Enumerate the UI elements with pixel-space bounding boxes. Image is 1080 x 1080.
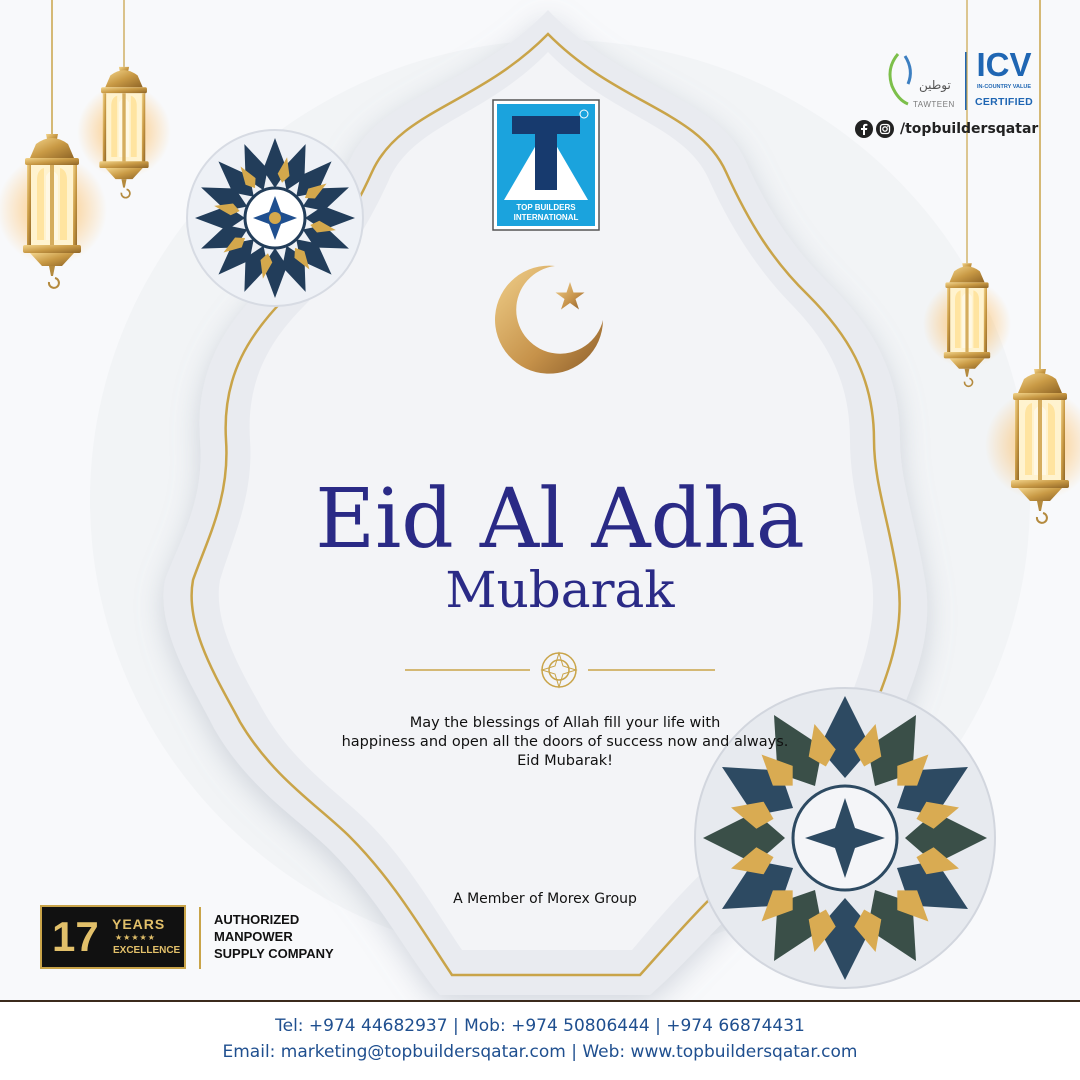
- contact-footer: [0, 1000, 1080, 1080]
- authorized-company-text: [214, 911, 334, 962]
- badge-stars: ★★★★★: [115, 933, 156, 942]
- greeting-title: Eid Al Adha: [315, 472, 805, 567]
- icv-certified: CERTIFIED: [974, 96, 1034, 108]
- contact-email-web-line[interactable]: Email: marketing@topbuildersqatar.com | Web: www.topbuildersqatar.com: [222, 1042, 858, 1062]
- years-excellence-badge: [40, 905, 186, 969]
- authorized-line-3: SUPPLY COMPANY: [214, 946, 334, 961]
- message-line-3: Eid Mubarak!: [517, 753, 613, 769]
- message-line-2: happiness and open all the doors of success now and always.: [341, 734, 789, 750]
- tawteen-latin-text: TAWTEEN: [913, 100, 955, 109]
- instagram-icon[interactable]: [876, 120, 894, 138]
- mandala-top-left: [187, 130, 363, 306]
- company-logo-caption: [493, 100, 599, 230]
- authorized-line-2: MANPOWER: [214, 929, 293, 944]
- contact-phone-line[interactable]: Tel: +974 44682937 | Mob: +974 50806444 | +974 66874431: [275, 1016, 805, 1036]
- tawteen-arabic-text: توطين: [919, 78, 951, 92]
- greeting-message: [300, 714, 830, 771]
- icv-subtitle: IN-COUNTRY VALUE: [977, 84, 1031, 90]
- message-line-1: May the blessings of Allah fill your life with: [409, 715, 721, 731]
- member-of-group: A Member of Morex Group: [453, 891, 637, 907]
- badge-excellence: EXCELLENCE: [113, 945, 181, 956]
- logo-line-1: TOP BUILDERS: [516, 203, 576, 212]
- social-handle[interactable]: /topbuildersqatar: [900, 121, 1039, 137]
- icv-divider: [965, 52, 967, 110]
- social-handle-row[interactable]: [855, 118, 1038, 140]
- facebook-icon[interactable]: [855, 120, 873, 138]
- badge-years-label: YEARS: [112, 916, 166, 932]
- badge-years-number: 17: [52, 913, 99, 960]
- logo-line-2: INTERNATIONAL: [513, 213, 579, 222]
- icv-title: ICV: [976, 46, 1032, 83]
- authorized-divider: [199, 907, 201, 969]
- authorized-line-1: AUTHORIZED: [214, 912, 300, 927]
- greeting-subtitle: Mubarak: [445, 561, 675, 619]
